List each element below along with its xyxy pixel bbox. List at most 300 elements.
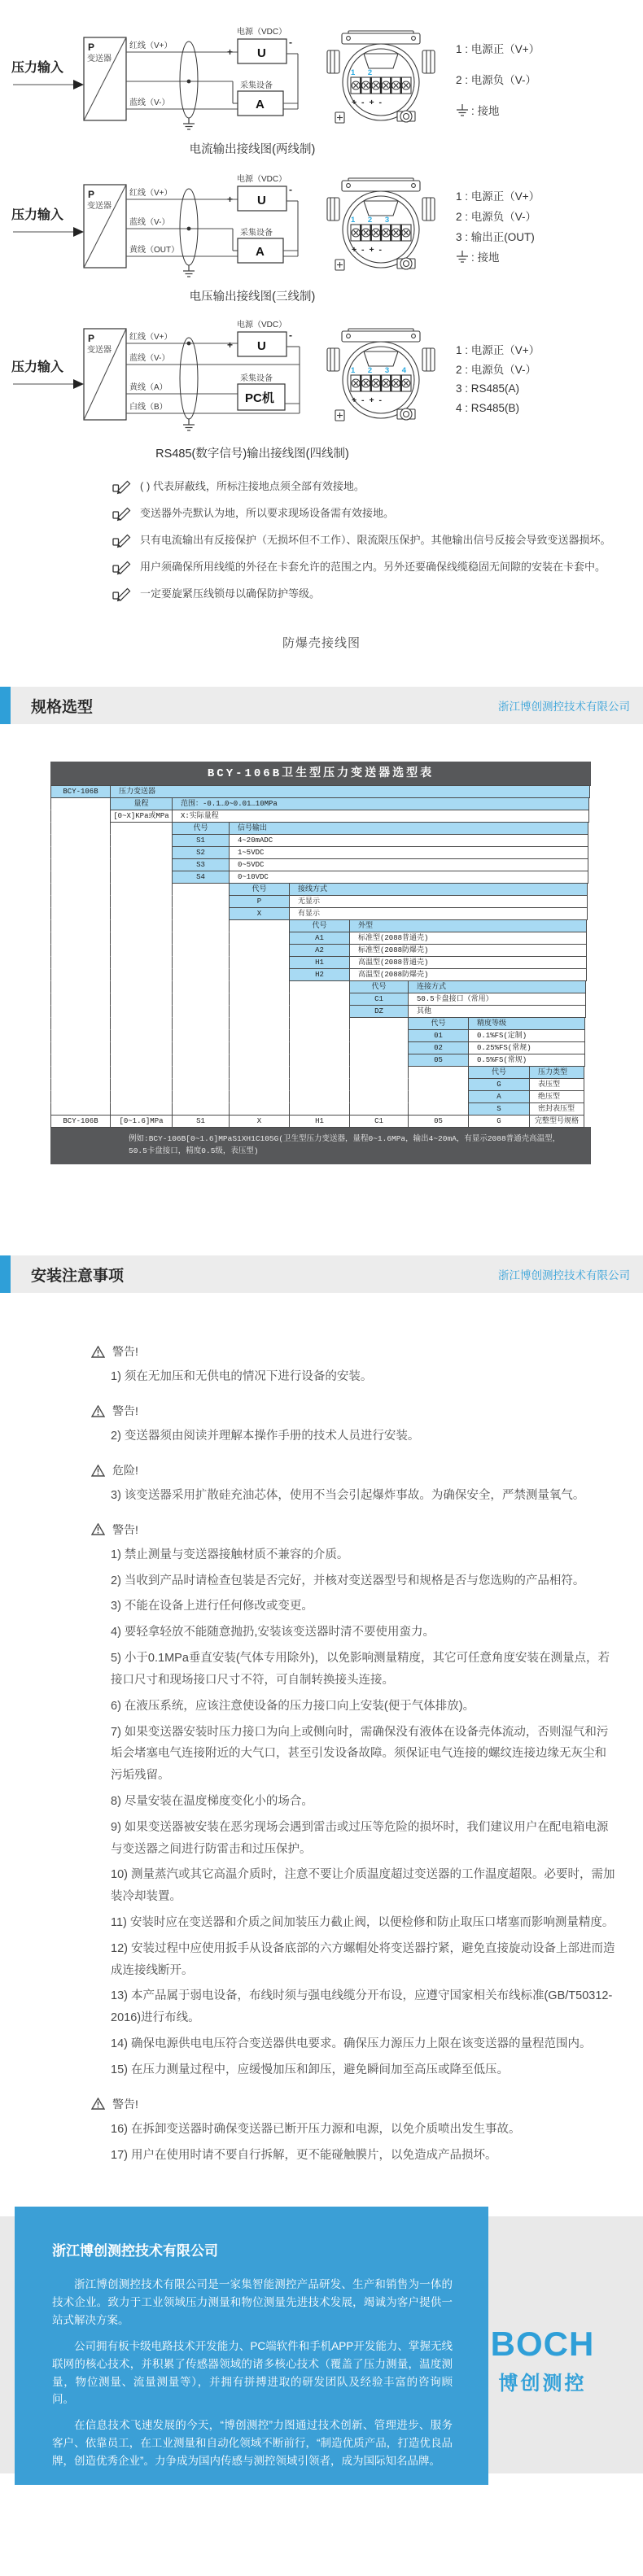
spec-ghost-cell <box>50 1090 111 1103</box>
wiring-note-text: ( ) 代表屏蔽线，所标注接地点须全部有效接地。 <box>140 480 365 492</box>
install-note-item: 9) 如果变送器被安装在恶劣现场会遇到雷击或过压等危险的损坏时，我们建议用户在配电箱电源与变送器之间进行防雷击和过压保护。 <box>111 1820 609 1856</box>
spec-code-cell: BCY-106B <box>50 785 111 798</box>
spec-ghost-cell <box>110 1066 173 1079</box>
spec-ghost-cell <box>110 871 173 884</box>
spec-row <box>50 1041 591 1054</box>
spec-ghost-cell <box>289 1041 350 1054</box>
warning-icon <box>91 1465 105 1477</box>
spec-ghost-cell <box>50 858 111 871</box>
spec-code-cell: S1 <box>172 834 230 847</box>
spec-row <box>50 797 591 810</box>
wire-white-label: 白线（B） <box>129 403 168 412</box>
spec-row <box>50 1005 591 1018</box>
spec-ghost-cell <box>50 956 111 969</box>
spec-ghost-cell <box>110 834 173 847</box>
rs485-output-diagram <box>0 316 643 448</box>
spec-row <box>50 834 591 847</box>
svg-text:-: - <box>289 37 292 48</box>
spec-ghost-cell <box>172 1005 230 1018</box>
spec-row <box>50 932 591 945</box>
svg-text:A: A <box>256 98 265 111</box>
spec-ghost-cell <box>110 907 173 920</box>
spec-ghost-cell <box>110 1090 173 1103</box>
spec-ghost-cell <box>110 1017 173 1030</box>
collector-label: 采集设备 <box>240 81 273 90</box>
spec-ghost-cell <box>50 968 111 981</box>
spec-code-cell: 代号 <box>289 919 350 932</box>
warning-icon <box>91 1405 105 1417</box>
spec-code-cell: G <box>468 1078 530 1091</box>
company-name: 浙江博创测控技术有限公司 <box>498 1269 630 1282</box>
spec-ghost-cell <box>289 1102 350 1116</box>
terminal-numbers: 1 2 3 4 <box>351 366 412 375</box>
logo-en-text: BOCH <box>490 2325 595 2364</box>
spec-code-cell: S <box>468 1102 530 1116</box>
diagram-caption: 电压输出接线图(三线制) <box>189 290 316 303</box>
install-warning-heading <box>91 1343 617 1360</box>
ground-symbol <box>183 265 195 277</box>
spec-ghost-cell <box>349 1054 409 1067</box>
note-pencil-icon <box>112 534 132 549</box>
wiring-note <box>112 587 633 603</box>
spec-code-cell: H2 <box>289 968 350 981</box>
spec-code-cell: DZ <box>349 1005 409 1018</box>
spec-ghost-cell <box>408 1102 469 1116</box>
spec-value-cell: 0.5%FS(常规) <box>468 1054 585 1067</box>
transmitter-p: P <box>88 41 95 53</box>
spec-row <box>50 956 591 969</box>
diagram-caption: 电流输出接线图(两线制) <box>189 143 316 156</box>
spec-ghost-cell <box>289 1078 350 1091</box>
spec-ghost-cell <box>110 1005 173 1018</box>
note-pencil-icon <box>112 561 132 576</box>
spec-code-cell: 05 <box>408 1054 469 1067</box>
spec-value-cell: 表压型 <box>529 1078 584 1091</box>
spec-ghost-cell <box>229 1078 290 1091</box>
spec-ghost-cell <box>289 1054 350 1067</box>
pressure-input-label: 压力输入 <box>11 61 64 75</box>
spec-ghost-cell <box>50 834 111 847</box>
terminal-polarity: + - + - <box>352 245 383 255</box>
wiring-note <box>112 533 633 549</box>
spec-row <box>50 810 591 823</box>
spec-ghost-cell <box>50 1102 111 1116</box>
section-accent-bar <box>0 687 11 724</box>
spec-ghost-cell <box>229 956 290 969</box>
spec-ghost-cell <box>229 1090 290 1103</box>
spec-code-cell: 代号 <box>172 822 230 835</box>
spec-ghost-cell <box>50 1029 111 1042</box>
spec-row <box>50 944 591 957</box>
spec-value-cell: 高温型(2088普通壳) <box>349 956 587 969</box>
footer-company-card <box>15 2207 488 2485</box>
company-name: 浙江博创测控技术有限公司 <box>498 701 630 713</box>
spec-ghost-cell <box>349 1066 409 1079</box>
legend-item-ground: : 接地 <box>456 103 631 117</box>
spec-row <box>50 980 591 993</box>
spec-ghost-cell <box>50 993 111 1006</box>
spec-ghost-cell <box>229 1066 290 1079</box>
spec-final-cell: X <box>229 1115 290 1128</box>
spec-code-cell: 02 <box>408 1041 469 1054</box>
spec-value-cell: 标准型(2088普通壳) <box>349 932 587 945</box>
spec-final-cell: S1 <box>172 1115 230 1128</box>
svg-text:变送器: 变送器 <box>87 346 112 355</box>
spec-value-cell: 范围：-0.1…0~0.01…10MPa <box>172 797 589 810</box>
legend-item: 3 : 输出正(OUT) <box>456 231 535 243</box>
spec-value-cell: 0~10VDC <box>229 871 588 884</box>
spec-final-cell: 05 <box>408 1115 469 1128</box>
spec-final-row <box>50 1115 591 1128</box>
spec-ghost-cell <box>172 1054 230 1067</box>
legend <box>456 342 631 420</box>
spec-ghost-cell <box>50 797 111 810</box>
install-note-item: 4) 要轻拿轻放不能随意抛扔,安装该变送器时清不要使用蛮力。 <box>111 1626 435 1639</box>
spec-value-cell: 高温型(2088防爆壳) <box>349 968 587 981</box>
spec-ghost-cell <box>229 944 290 957</box>
spec-row <box>50 968 591 981</box>
spec-ghost-cell <box>289 1017 350 1030</box>
spec-ghost-cell <box>50 822 111 835</box>
pressure-input-label: 压力输入 <box>11 360 64 374</box>
install-note-item: 3) 该变送器采用扩散硅充油芯体，使用不当会引起爆炸事故。为确保安全，严禁测量氧气。 <box>111 1489 585 1502</box>
install-note-item: 6) 在液压系统，应该注意使设备的压力接口向上安装(便于气体排放)。 <box>111 1699 475 1713</box>
spec-ghost-cell <box>289 1066 350 1079</box>
spec-code-cell: 代号 <box>349 980 409 993</box>
spec-ghost-cell <box>110 895 173 908</box>
svg-text:变送器: 变送器 <box>87 202 112 211</box>
spec-value-cell: 其他 <box>408 1005 586 1018</box>
svg-text:P: P <box>88 189 95 200</box>
svg-text:P: P <box>88 333 95 344</box>
legend-item: 1 : 电源正（V+） <box>456 190 540 203</box>
legend-item: 2 : 电源负（V-） <box>456 211 537 223</box>
spec-code-cell: H1 <box>289 956 350 969</box>
spec-code-cell: 代号 <box>408 1017 469 1030</box>
spec-ghost-cell <box>110 846 173 859</box>
spec-final-cell: BCY-106B <box>50 1115 111 1128</box>
spec-code-cell: 代号 <box>229 883 290 896</box>
install-warning-heading <box>91 1522 617 1538</box>
wiring-notes <box>0 479 643 603</box>
wire-yellow-label: 黄线（A） <box>129 383 168 392</box>
legend <box>456 41 631 133</box>
install-warning-heading <box>91 1462 617 1478</box>
transmitter-label: 变送器 <box>87 55 112 63</box>
wire-blue-label: 蓝线（V-） <box>129 354 170 363</box>
spec-ghost-cell <box>349 1090 409 1103</box>
spec-ghost-cell <box>289 993 350 1006</box>
spec-table-rows <box>50 785 591 1128</box>
spec-ghost-cell <box>110 919 173 932</box>
install-note-item: 2) 当收到产品时请检查包装是否完好，并核对变送器型号和规格是否与您选购的产品相符。 <box>111 1574 585 1587</box>
spec-value-cell: 信号输出 <box>229 822 588 835</box>
spec-ghost-cell <box>229 968 290 981</box>
section-header-spec <box>0 687 643 724</box>
spec-code-cell: S3 <box>172 858 230 871</box>
install-note-item: 11) 安装时应在变送器和介质之间加装压力截止阀，以便检修和防止取压口堵塞而影响测量精度。 <box>111 1916 615 1929</box>
spec-ghost-cell <box>349 1041 409 1054</box>
spec-value-cell: 0~5VDC <box>229 858 588 871</box>
spec-ghost-cell <box>172 1029 230 1042</box>
spec-ghost-cell <box>50 919 111 932</box>
spec-ghost-cell <box>50 883 111 896</box>
spec-final-cell: [0~1.6]MPa <box>110 1115 173 1128</box>
spec-value-cell: 外型 <box>349 919 587 932</box>
spec-ghost-cell <box>289 1090 350 1103</box>
spec-code-cell: A2 <box>289 944 350 957</box>
ground-symbol <box>183 419 195 430</box>
spec-row <box>50 1029 591 1042</box>
spec-code-cell: A1 <box>289 932 350 945</box>
spec-ghost-cell <box>172 980 230 993</box>
spec-ghost-cell <box>289 1029 350 1042</box>
spec-ghost-cell <box>408 1078 469 1091</box>
wiring-note <box>112 506 633 522</box>
spec-ghost-cell <box>172 968 230 981</box>
spec-ghost-cell <box>50 944 111 957</box>
spec-value-cell: 连接方式 <box>408 980 586 993</box>
legend-item: 2 : 电源负（V-） <box>456 74 537 86</box>
voltage-output-schematic <box>0 168 444 290</box>
wire-red-label: 红线（V+） <box>129 333 173 342</box>
spec-row <box>50 919 591 932</box>
spec-ghost-cell <box>289 980 350 993</box>
wiring-note <box>112 479 633 496</box>
footer-paragraph: 在信息技术飞速发展的今天，“博创测控”力图通过技术创新、管理进步、服务客户、依靠员工，在工业测量和自动化领域不断前行，“制造优质产品，打造优良品牌，创造优秀企业”。力争成为国内传感与测控领域引领者，成为国际知名品牌。 <box>52 2419 453 2468</box>
spec-ghost-cell <box>50 907 111 920</box>
section-title: 规格选型 <box>31 698 94 716</box>
svg-text:U: U <box>257 339 266 353</box>
terminal-housing <box>327 31 435 123</box>
wire-blue-label: 蓝线（V-） <box>129 98 170 107</box>
spec-ghost-cell <box>349 1017 409 1030</box>
install-note-item: 8) 尽量安装在温度梯度变化小的场合。 <box>111 1794 313 1808</box>
spec-ghost-cell <box>110 1078 173 1091</box>
install-note-item: 1) 须在无加压和无供电的情况下进行设备的安装。 <box>111 1370 373 1384</box>
spec-row <box>50 895 591 908</box>
install-warning-heading <box>91 1403 617 1419</box>
spec-code-cell: 代号 <box>468 1066 530 1079</box>
spec-row <box>50 858 591 871</box>
spec-ghost-cell <box>110 980 173 993</box>
spec-ghost-cell <box>50 1017 111 1030</box>
install-warning-text: 警告! <box>112 1404 138 1418</box>
spec-value-cell: 0.25%FS(常规) <box>468 1041 585 1054</box>
spec-row <box>50 1017 591 1030</box>
spec-ghost-cell <box>172 919 230 932</box>
install-note-item: 3) 不能在设备上进行任何修改或变更。 <box>111 1600 313 1613</box>
install-note-item: 5) 小于0.1MPa垂直安装(气体专用除外)，以免影响测量精度，其它可任意角度安装在测量点，若接口尺寸和现场接口尺寸不符，可自制转换接头连接。 <box>111 1652 610 1687</box>
spec-row <box>50 883 591 896</box>
spec-ghost-cell <box>50 871 111 884</box>
wiring-diagrams-section <box>0 0 643 651</box>
spec-ghost-cell <box>172 956 230 969</box>
spec-final-cell: H1 <box>289 1115 350 1128</box>
spec-row <box>50 846 591 859</box>
install-note-item: 16) 在拆卸变送器时确保变送器已断开压力源和电源，以免介质喷出发生事故。 <box>111 2122 521 2136</box>
spec-row <box>50 1090 591 1103</box>
spec-ghost-cell <box>50 1005 111 1018</box>
spec-ghost-cell <box>408 1090 469 1103</box>
section-title: 安装注意事项 <box>31 1267 125 1285</box>
install-note-item: 14) 确保电源供电电压符合变送器供电要求。确保压力源压力上限在该变送器的量程范围内。 <box>111 2037 592 2051</box>
boch-logo <box>479 2327 606 2395</box>
legend-item-ground: : 接地 <box>456 249 631 264</box>
spec-code-cell: P <box>229 895 290 908</box>
arrow-icon <box>73 227 84 237</box>
spec-ghost-cell <box>50 810 111 823</box>
spec-table-example: 例如:BCY-106B[0~1.6]MPaS1XH1C105G(卫生型压力变送器，量程0~1.6MPa，输出4~20mA，有显示2088普通壳高温型，50.5卡盘接口，精度0.5级，表压型) <box>50 1127 591 1164</box>
spec-ghost-cell <box>50 980 111 993</box>
spec-ghost-cell <box>172 1102 230 1116</box>
wiring-note <box>112 560 633 576</box>
spec-ghost-cell <box>172 1041 230 1054</box>
collector-label: 采集设备 <box>240 229 273 238</box>
ground-symbol <box>183 118 195 129</box>
wiring-note-text: 只有电流输出有反接保护（无损坏但不工作）、限流限压保护。其他输出信号反接会导致变送器损坏。 <box>140 534 611 546</box>
wire-red-label: 红线（V+） <box>129 41 173 50</box>
install-note-item: 2) 变送器须由阅读并理解本操作手册的技术人员进行安装。 <box>111 1430 420 1443</box>
wire-red-label: 红线（V+） <box>129 189 173 198</box>
spec-row <box>50 1054 591 1067</box>
spec-code-cell: A <box>468 1090 530 1103</box>
spec-ghost-cell <box>229 993 290 1006</box>
spec-ghost-cell <box>172 895 230 908</box>
svg-text:U: U <box>257 46 266 60</box>
svg-text:-: - <box>289 330 292 341</box>
spec-ghost-cell <box>172 1017 230 1030</box>
spec-value-cell: 接线方式 <box>289 883 588 896</box>
spec-final-cell: G <box>468 1115 530 1128</box>
logo-cn-text: 博创测控 <box>498 2373 587 2395</box>
voltage-output-diagram <box>0 168 643 290</box>
spec-ghost-cell <box>172 993 230 1006</box>
wiring-note-text: 变送器外壳默认为地，所以要求现场设备需有效接地。 <box>140 507 395 519</box>
terminal-polarity: + - + - <box>352 98 383 107</box>
company-footer <box>0 2207 643 2556</box>
spec-final-cell: C1 <box>349 1115 409 1128</box>
spec-value-cell: 50.5卡盘接口（常用） <box>408 993 586 1006</box>
svg-text:U: U <box>257 194 266 207</box>
spec-ghost-cell <box>172 1090 230 1103</box>
svg-text:+: + <box>227 194 234 205</box>
svg-text:+: + <box>227 46 234 58</box>
spec-value-cell: 0.1%FS(定制) <box>468 1029 585 1042</box>
svg-text:A: A <box>256 245 265 259</box>
svg-text:-: - <box>289 184 292 195</box>
install-note-item: 10) 测量蒸汽或其它高温介质时，注意不要让介质温度超过变送器的工作温度超限。必要时，需加装冷却装置。 <box>111 1868 615 1904</box>
spec-code-cell: [0~X]KPa或MPa <box>110 810 173 823</box>
spec-ghost-cell <box>110 1102 173 1116</box>
spec-row <box>50 1066 591 1079</box>
spec-ghost-cell <box>349 1102 409 1116</box>
spec-value-cell: X:实际量程 <box>172 810 589 823</box>
spec-value-cell: 1~5VDC <box>229 846 588 859</box>
legend <box>456 188 631 269</box>
spec-ghost-cell <box>50 846 111 859</box>
terminal-numbers: 1 2 3 <box>351 216 395 225</box>
spec-ghost-cell <box>229 1017 290 1030</box>
warning-icon <box>91 1346 105 1358</box>
spec-ghost-cell <box>408 1066 469 1079</box>
svg-text:+: + <box>227 339 234 351</box>
install-note-item: 7) 如果变送器安装时压力接口为向上或侧向时，需确保没有液体在设备壳体流动，否则湿气和污垢会堵塞电气连接附近的大气口，甚至引发设备故障。须保证电气连接的螺纹连接边缘无灰尘和污垢残留。 <box>111 1725 609 1783</box>
shield-oval <box>180 338 198 419</box>
current-output-diagram <box>0 21 643 143</box>
legend-item: 4 : RS485(B) <box>456 401 520 414</box>
spec-ghost-cell <box>229 1029 290 1042</box>
spec-ghost-cell <box>172 907 230 920</box>
ground-icon <box>456 103 469 117</box>
spec-ghost-cell <box>229 932 290 945</box>
note-pencil-icon <box>112 587 132 603</box>
wiring-note-text: 用户须确保所用线缆的外径在卡套允许的范围之内。另外还要确保线缆稳固无间隙的安装在卡套中。 <box>140 561 606 573</box>
shell-wiring-caption: 防爆壳接线图 <box>282 636 361 650</box>
section-accent-bar <box>0 1255 11 1293</box>
wiring-note-text: 一定要旋紧压线锁母以确保防护等级。 <box>140 587 321 600</box>
spec-code-cell: S2 <box>172 846 230 859</box>
arrow-icon <box>73 80 84 90</box>
spec-ghost-cell <box>110 1041 173 1054</box>
footer-paragraph: 公司拥有板卡级电路技术开发能力、PC端软件和手机APP开发能力、掌握无线联网的核心技术，并积累了传感器领域的诸多核心技术（覆盖了压力测量，温度测量，物位测量、流量测量等），并拥有拼搏进取的研发团队及经验丰富的咨询顾问。 <box>52 2339 453 2406</box>
current-output-schematic <box>0 21 444 143</box>
diagram-caption: RS485(数字信号)输出接线图(四线制) <box>155 448 349 461</box>
spec-code-cell: S4 <box>172 871 230 884</box>
spec-row <box>50 1078 591 1091</box>
spec-ghost-cell <box>172 1066 230 1079</box>
spec-ghost-cell <box>50 1041 111 1054</box>
spec-ghost-cell <box>110 1054 173 1067</box>
install-warning-heading <box>91 2096 617 2112</box>
install-note-item: 1) 禁止测量与变送器接触材质不兼容的介质。 <box>111 1548 349 1561</box>
terminal-numbers: 1 2 <box>351 68 378 77</box>
spec-ghost-cell <box>110 956 173 969</box>
arrow-icon <box>73 379 84 389</box>
footer-company-title: 浙江博创测控技术有限公司 <box>52 2243 218 2259</box>
warning-icon <box>91 1523 105 1535</box>
spec-ghost-cell <box>229 1054 290 1067</box>
spec-ghost-cell <box>229 980 290 993</box>
install-warning-text: 危险! <box>112 1464 138 1477</box>
spec-ghost-cell <box>349 1078 409 1091</box>
spec-ghost-cell <box>50 1078 111 1091</box>
spec-value-cell: 压力变送器 <box>110 785 590 798</box>
note-pencil-icon <box>112 480 132 496</box>
spec-row <box>50 993 591 1006</box>
spec-ghost-cell <box>110 883 173 896</box>
spec-ghost-cell <box>110 932 173 945</box>
install-note-item: 17) 用户在使用时请不要自行拆解，更不能碰触膜片，以免造成产品损坏。 <box>111 2148 497 2162</box>
warning-icon <box>91 2098 105 2110</box>
spec-code-cell: 量程 <box>110 797 173 810</box>
ground-icon <box>456 250 469 264</box>
note-pencil-icon <box>112 507 132 522</box>
spec-value-cell: 精度等级 <box>468 1017 585 1030</box>
collector-label: 采集设备 <box>240 374 273 383</box>
spec-selection-table <box>50 762 591 1164</box>
spec-value-cell: 密封表压型 <box>529 1102 584 1116</box>
legend-item: 3 : RS485(A) <box>456 382 520 395</box>
spec-ghost-cell <box>289 1005 350 1018</box>
section-header-install <box>0 1255 643 1293</box>
rs485-output-schematic <box>0 316 444 448</box>
spec-ghost-cell <box>110 993 173 1006</box>
spec-ghost-cell <box>229 919 290 932</box>
footer-paragraph: 浙江博创测控技术有限公司是一家集智能测控产品研发、生产和销售为一体的技术企业。致力于工业领域压力测量和物位测量先进技术发展，竭诚为客户提供一站式解决方案。 <box>52 2278 453 2327</box>
install-note-item: 12) 安装过程中应使用扳手从设备底部的六方螺帽处将变送器拧紧，避免直接旋动设备上部进而造成连接线断开。 <box>111 1941 615 1977</box>
spec-ghost-cell <box>110 1029 173 1042</box>
